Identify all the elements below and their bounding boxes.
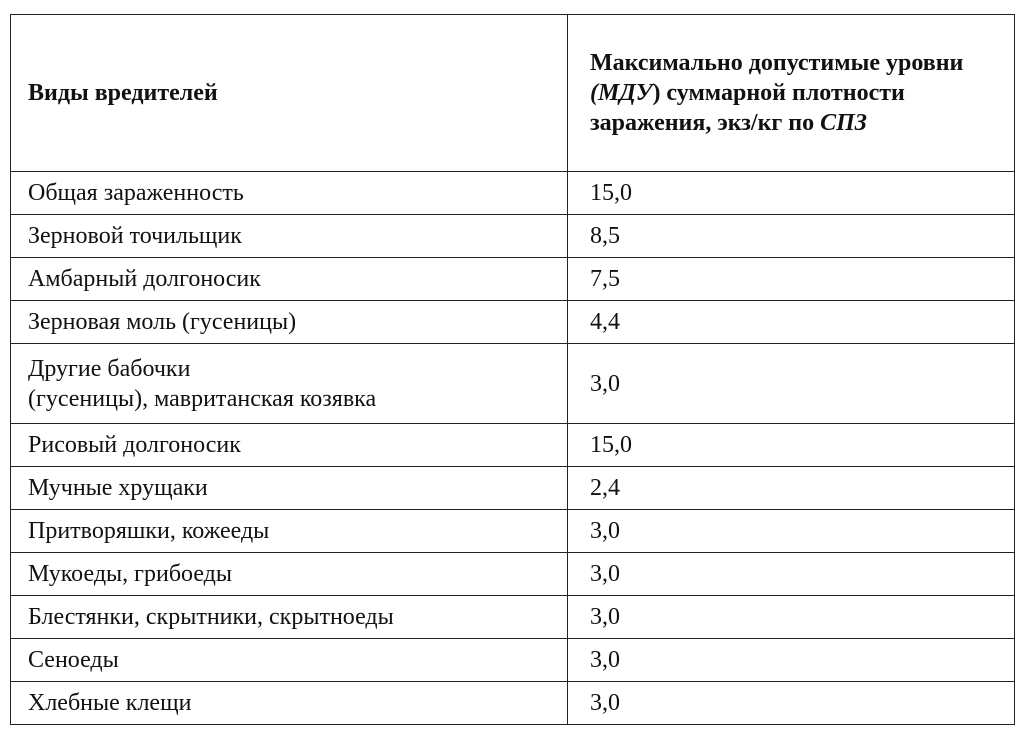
header-max-levels xyxy=(568,15,1015,172)
pest-mdu-value: 3,0 xyxy=(568,682,1015,725)
pest-mdu-value: 4,4 xyxy=(568,301,1015,344)
table-row xyxy=(11,344,1015,424)
pest-name: Рисовый долгоносик xyxy=(11,424,568,467)
pest-mdu-value: 3,0 xyxy=(568,510,1015,553)
pest-mdu-value: 8,5 xyxy=(568,215,1015,258)
pest-mdu-value: 7,5 xyxy=(568,258,1015,301)
pest-name: Притворяшки, кожееды xyxy=(11,510,568,553)
header-max-levels-text: Максимально допустимые уровни xyxy=(590,50,964,76)
table-row xyxy=(11,172,1015,215)
header-spz-abbr: СПЗ xyxy=(820,110,868,136)
pest-mdu-value: 2,4 xyxy=(568,467,1015,510)
pest-mdu-value: 3,0 xyxy=(568,596,1015,639)
pest-name: Зерновой точильщик xyxy=(11,215,568,258)
table-row xyxy=(11,596,1015,639)
pest-mdu-value: 3,0 xyxy=(568,639,1015,682)
pest-mdu-value: 3,0 xyxy=(568,344,1015,424)
header-pest-types: Виды вредителей xyxy=(11,15,568,172)
pest-mdu-value: 15,0 xyxy=(568,172,1015,215)
pest-name-line-1: Другие бабочки xyxy=(28,355,191,382)
table-row xyxy=(11,639,1015,682)
pest-name: Амбарный долгоносик xyxy=(11,258,568,301)
table-row xyxy=(11,301,1015,344)
header-row xyxy=(11,15,1015,172)
pest-name: Зерновая моль (гусеницы) xyxy=(11,301,568,344)
table-row xyxy=(11,682,1015,725)
pest-mdu-value: 3,0 xyxy=(568,553,1015,596)
pests-table xyxy=(10,14,1015,725)
table-row xyxy=(11,510,1015,553)
pest-name: Сеноеды xyxy=(11,639,568,682)
table-row xyxy=(11,424,1015,467)
table-header xyxy=(11,15,1015,172)
table-row xyxy=(11,215,1015,258)
table-row xyxy=(11,258,1015,301)
table-row xyxy=(11,553,1015,596)
table-row xyxy=(11,467,1015,510)
header-max-levels-text-2: ) суммарной плотности заражения, экз/кг по xyxy=(590,80,905,136)
pest-name: Блестянки, скрытники, скрытноеды xyxy=(11,596,568,639)
pest-name-line-2: (гусеницы), мавританская козявка xyxy=(28,385,377,412)
pest-mdu-value: 15,0 xyxy=(568,424,1015,467)
pest-name xyxy=(11,344,568,424)
header-mdu-abbr: (МДУ xyxy=(590,80,653,106)
pest-name: Мукоеды, грибоеды xyxy=(11,553,568,596)
pest-name: Мучные хрущаки xyxy=(11,467,568,510)
table-body xyxy=(11,172,1015,725)
pest-name: Общая зараженность xyxy=(11,172,568,215)
pest-name: Хлебные клещи xyxy=(11,682,568,725)
